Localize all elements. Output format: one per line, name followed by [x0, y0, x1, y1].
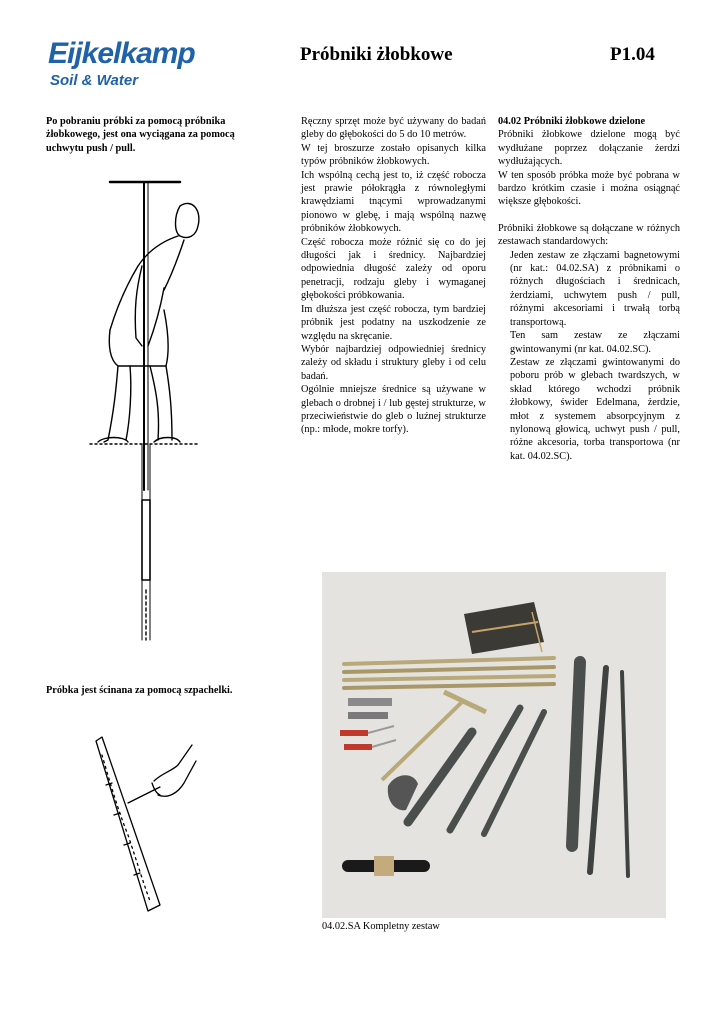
intro-paragraph: Ich wspólną cechą jest to, iż część robocza jest prawie półokrągła z równoległymi krawędziami tnącymi wprowadzanymi pionowo w glebę, i mają wspólną nazwę próbników żłobkowych. — [301, 169, 486, 235]
intro-paragraph: Część robocza może różnić się co do jej długości jak i średnicy. Najbardziej odpowiednia długość zależy od oporu penetracji, rodzaju gleby i wymaganej głębokości próbkowania. — [301, 236, 486, 302]
product-set-photo — [322, 572, 666, 918]
set-list-item: Ten sam zestaw ze złączami gwintowanymi (nr kat. 04.02.SC). — [510, 330, 680, 355]
set-list-item: Jeden zestaw ze złączami bagnetowymi (nr kat.: 04.02.SA) z próbnikami o różnych długościach i średnicach, żerdziami, uchwytem push / pull, różnymi akcesoriami i trwałą torbą transportową. — [510, 249, 680, 328]
intro-text-column — [301, 115, 486, 437]
product-paragraph: W ten sposób próbka może być pobrana w bardzo krótkim czasie i można osiągnąć większe głębokości. — [498, 169, 680, 208]
product-paragraph: Próbniki żłobkowe są dołączane w różnych zestawach standardowych: — [498, 222, 680, 248]
illustration-person-sampler — [80, 170, 210, 660]
logo-brand-text: Eijkelkamp — [48, 37, 195, 70]
page-title: Próbniki żłobkowe — [300, 44, 453, 65]
logo-sub-text: Soil & Water — [50, 72, 139, 89]
intro-paragraph: Ręczny sprzęt może być używany do badań gleby do głębokości do 5 do 10 metrów. — [301, 116, 486, 141]
company-logo — [48, 38, 218, 96]
product-paragraph: Próbniki żłobkowe dzielone mogą być wydłużane poprzez dołączanie żerdzi wydłużających. — [498, 129, 680, 168]
caption-push-pull: Po pobraniu próbki za pomocą próbnika żłobkowego, jest ona wyciągana za pomocą uchwytu push / pull. — [46, 116, 235, 154]
intro-paragraph: W tej broszurze zostało opisanych kilka typów próbników żłobkowych. — [301, 142, 486, 168]
photo-caption: 04.02.SA Kompletny zestaw — [322, 921, 440, 932]
section-heading: 04.02 Próbniki żłobkowe dzielone — [498, 116, 646, 127]
intro-paragraph: Ogólnie mniejsze średnice są używane w glebach o drobnej i / lub gęstej strukturze, w przeciwieństwie do gleb o luźnej strukturze (np.: młode, mokre torfy). — [301, 384, 486, 436]
illustration-spatula-cutting — [88, 725, 198, 925]
set-list-item: Zestaw ze złączami gwintowanymi do poboru prób w glebach twardszych, w skład którego wchodzi próbnik żłobkowy, świder Edelmana, żerdzie, młot z systemem absorpcyjnym z nylonową głowicą, uchwyt push / pull, różne akcesoria, torba transportowa (nr kat. 04.02.SC). — [510, 356, 680, 462]
page-code: P1.04 — [610, 44, 655, 65]
intro-paragraph: Wybór najbardziej odpowiedniej średnicy zależy od składu i struktury gleby i od celu badań. — [301, 343, 486, 382]
caption-spatula: Próbka jest ścinana za pomocą szpachelki. — [46, 685, 233, 696]
intro-paragraph: Im dłuższa jest część robocza, tym bardziej próbnik jest podatny na uszkodzenie ze względu na skręcanie. — [301, 303, 486, 342]
product-text-column — [498, 115, 680, 463]
